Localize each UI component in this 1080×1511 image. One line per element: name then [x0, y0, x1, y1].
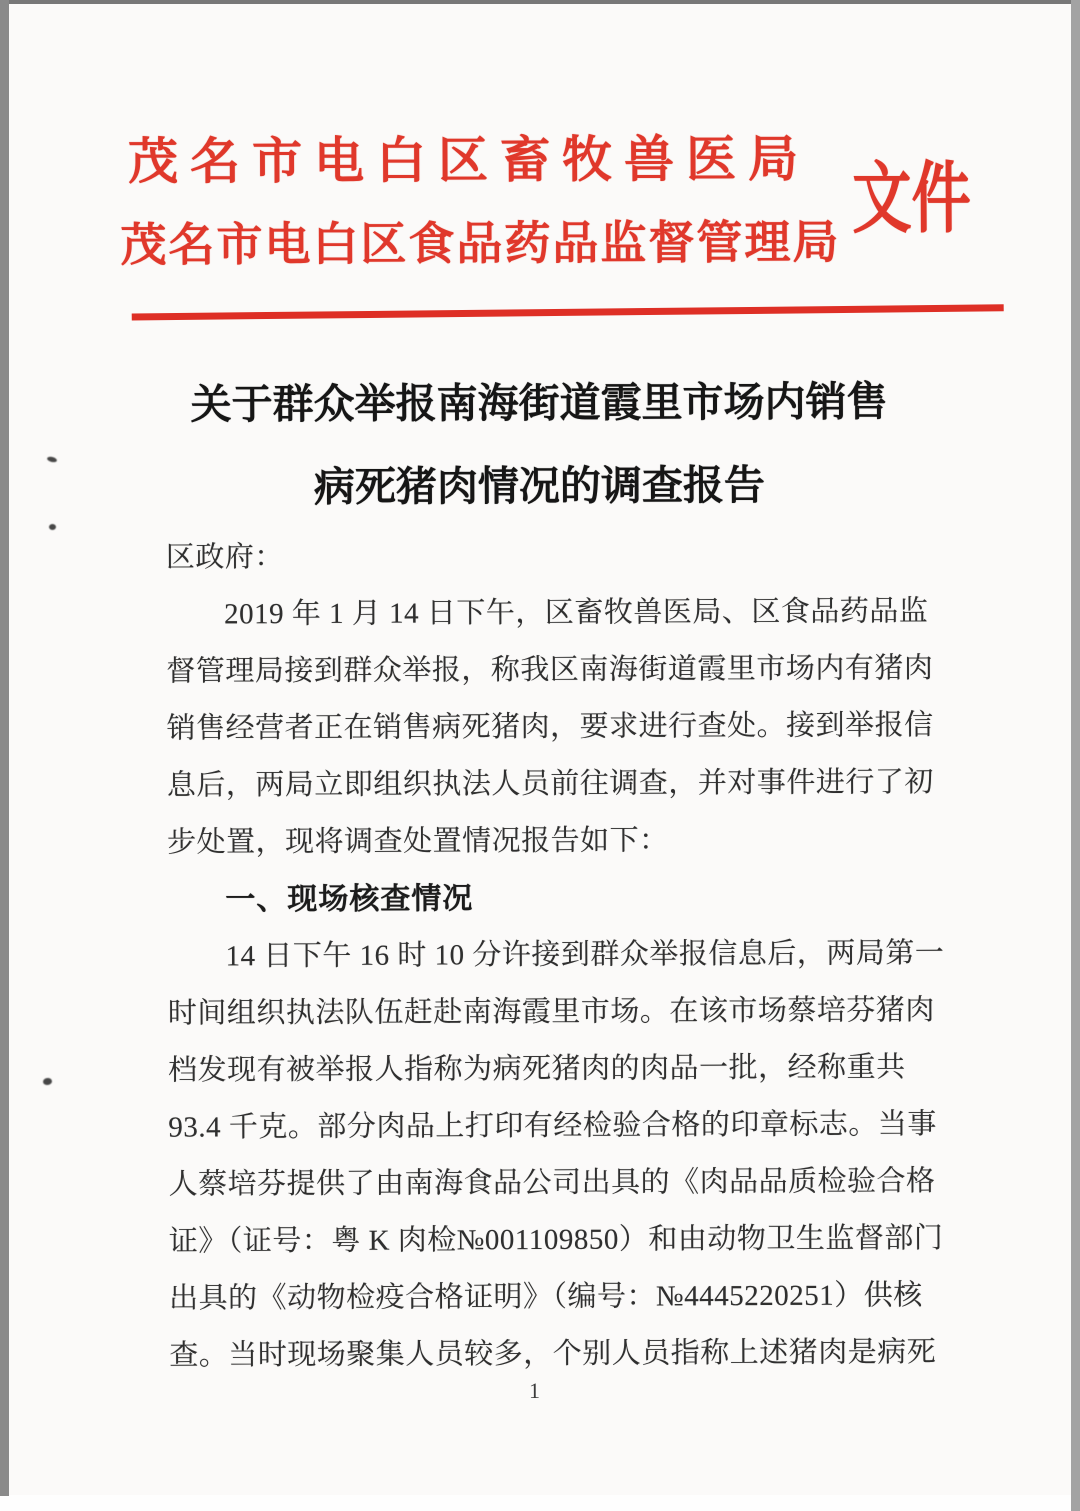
paragraph1-line: 步处置，现将调查处置情况报告如下： [166, 824, 669, 859]
red-divider-rule [132, 304, 1004, 320]
page-number: 1 [528, 1378, 540, 1404]
paragraph2-line: 14 日下午 16 时 10 分许接到群众举报信息后，两局第一 [225, 937, 945, 973]
paragraph2-line: 证》（证号：粤 K 肉检№001109850）和由动物卫生监督部门 [168, 1222, 944, 1258]
paragraph2-line: 出具的《动物检疫合格证明》（编号：№4445220251）供核 [168, 1279, 923, 1315]
paragraph1-line: 督管理局接到群众举报，称我区南海街道霞里市场内有猪肉 [166, 652, 934, 688]
section-heading: 一、现场核查情况 [225, 881, 474, 918]
paragraph1-line: 2019 年 1 月 14 日下午，区畜牧兽医局、区食品药品监 [223, 595, 929, 631]
paragraph2-line: 档发现有被举报人指称为病死猪肉的肉品一批，经称重共 [167, 1051, 906, 1087]
document-title-line1: 关于群众举报南海街道霞里市场内销售 [190, 378, 888, 428]
document-title-line2: 病死猪肉情况的调查报告 [313, 462, 766, 510]
paragraph2-line: 时间组织执法队伍赶赴南海霞里市场。在该市场蔡培芬猪肉 [167, 994, 935, 1030]
scan-edge-left [0, 0, 9, 1496]
paragraph1-line: 息后，两局立即组织执法人员前往调查，并对事件进行了初 [166, 766, 934, 802]
paragraph2-line: 查。当时现场聚集人员较多，个别人员指称上述猪肉是病死 [169, 1336, 937, 1372]
doc-type-label: 文件 [852, 155, 971, 243]
paragraph2-line: 93.4 千克。部分肉品上打印有经检验合格的印章标志。当事 [168, 1108, 937, 1144]
scan-edge-top [0, 0, 1080, 4]
scan-speck [49, 524, 56, 530]
paragraph1-line: 销售经营者正在销售病死猪肉，要求进行查处。接到举报信 [166, 709, 934, 745]
issuing-agency-line1: 茂名市电白区畜牧兽医局 [127, 130, 811, 190]
scan-edge-right [1071, 0, 1080, 1511]
document-title [0, 360, 1080, 531]
salutation: 区政府： [165, 541, 284, 574]
document-body [165, 526, 945, 1384]
issuing-agency-line2: 茂名市电白区食品药品监督管理局 [120, 216, 841, 271]
paragraph2-line: 人蔡培芬提供了由南海食品公司出具的《肉品品质检验合格 [168, 1165, 936, 1201]
